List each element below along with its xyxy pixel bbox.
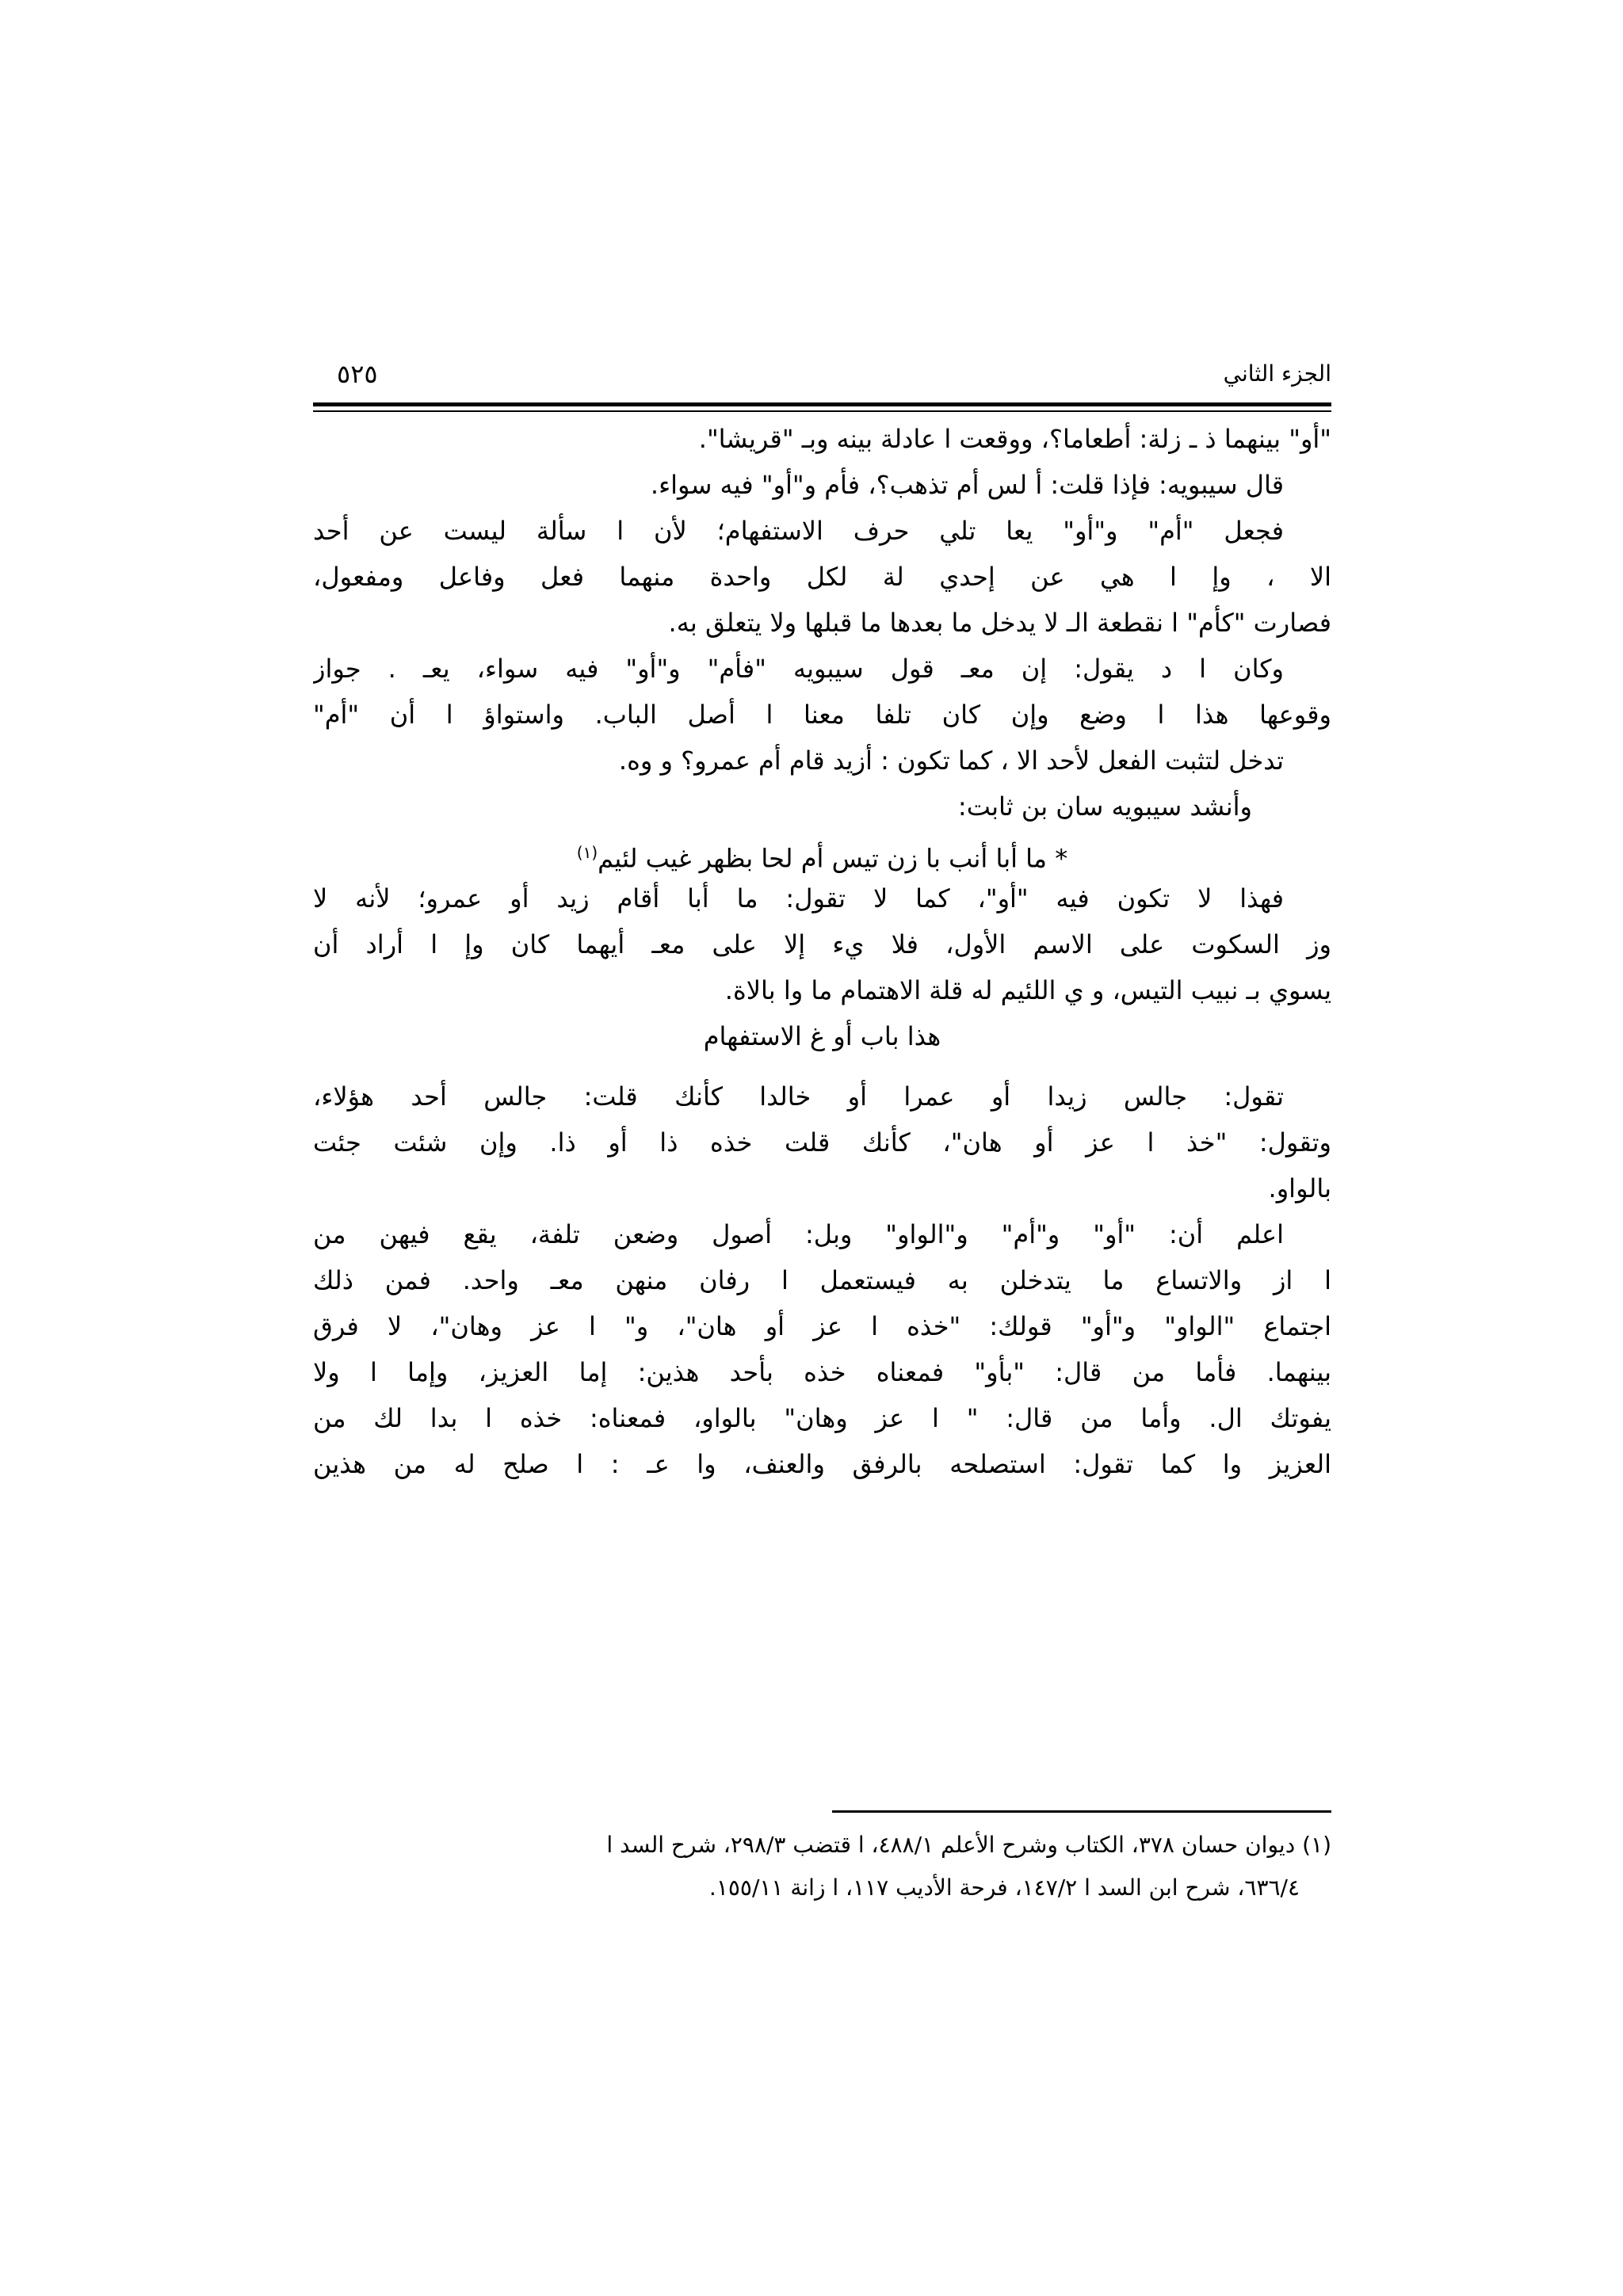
text-line: تدخل لتثبت الفعل لأحد الا ، كما تكون : أزيد قام أم عمرو؟ و وه.: [618, 746, 1284, 776]
header-rule-thin: [313, 410, 1331, 412]
text-line: وتقول: "خذ ا عز أو هان"، كأنك قلت خذه ذا أو ذا. وإن شئت جئت: [313, 1127, 1331, 1158]
page-header: [313, 355, 1331, 393]
text-line: وأنشد سيبويه سان بن ثابت:: [957, 791, 1252, 822]
verse-text: * ما أبا أنب با زن تيس أم لحا بظهر غيب لئيم: [598, 843, 1068, 874]
text-line: وز السكوت على الاسم الأول، فلا يء إلا على معـ أيهما كان وإ ا أراد أن: [313, 929, 1331, 959]
text-line: بينهما. فأما من قال: "بأو" فمعناه خذه بأحد هذين: إما العزيز، وإما ا ولا: [313, 1357, 1331, 1387]
text-line: وقوعها هذا ا وضع وإن كان تلفا معنا ا أصل الباب. واستواؤ ا أن "أم": [313, 700, 1331, 730]
verse-line: [313, 830, 1331, 875]
footnote-separator: [832, 1810, 1331, 1813]
running-header-title: الجزء الثاني: [1223, 360, 1331, 387]
text-line: فصارت "كأم" ا نقطعة الـ لا يدخل ما بعدها ما قبلها ولا يتعلق به.: [668, 608, 1331, 638]
text-line: اجتماع "الواو" و"أو" قولك: "خذه ا عز أو هان"، و" ا عز وهان"، لا فرق: [313, 1311, 1331, 1341]
text-line: فجعل "أم" و"أو" يعا تلي حرف الاستفهام؛ لأن ا سألة ليست عن أحد: [313, 516, 1284, 546]
header-rule-thick: [313, 402, 1331, 406]
page-number: ٥٢٥: [337, 359, 378, 389]
text-line: العزيز وا كما تقول: استصلحه بالرفق والعنف، وا عـ : ا صلح له من هذين: [313, 1449, 1331, 1479]
text-line: اعلم أن: "أو" و"أم" و"الواو" وبل: أصول وضعن تلفة، يقع فيهن من: [313, 1219, 1284, 1249]
footnote-line: (١) ديوان حسان ٣٧٨، الكتاب وشرح الأعلم ٤٨٨/١، ا قتضب ٢٩٨/٣، شرح السد ا: [606, 1832, 1331, 1858]
main-text: [313, 416, 1331, 1487]
footnote-marker: (١): [576, 843, 598, 862]
text-line: وكان ا د يقول: إن معـ قول سيبويه "فأم" و"أو" فيه سواء، يعـ . جواز: [313, 654, 1284, 684]
text-line: تقول: جالس زيدا أو عمرا أو خالدا كأنك قلت: جالس أحد هؤلاء،: [313, 1081, 1284, 1112]
text-line: يفوتك ال. وأما من قال: " ا عز وهان" بالواو، فمعناه: خذه ا بدا لك من: [313, 1403, 1331, 1433]
text-line: قال سيبويه: فإذا قلت: أ لس أم تذهب؟، فأم و"أو" فيه سواء.: [650, 470, 1284, 500]
text-line: يسوي بـ نبيب التيس، و ي اللئيم له قلة الاهتمام ما وا بالاة.: [724, 975, 1331, 1005]
section-heading: هذا باب أو غ الاستفهام: [703, 1021, 941, 1051]
text-line: ا از والاتساع ما يتدخلن به فيستعمل ا رفان منهن معـ واحد. فمن ذلك: [313, 1265, 1331, 1295]
footnotes: [333, 1824, 1331, 1909]
text-line: فهذا لا تكون فيه "أو"، كما لا تقول: ما أبا أقام زيد أو عمرو؛ لأنه لا: [313, 883, 1284, 913]
text-line: بالواو.: [1268, 1173, 1331, 1203]
text-line: "أو" بينهما ذ ـ زلة: أطعاما؟، ووقعت ا عادلة بينه وبـ "قريشا".: [698, 424, 1331, 454]
footnote-line: ٦٣٦/٤، شرح ابن السد ا ١٤٧/٢، فرحة الأديب ١١٧، ا زانة ١٥٥/١١.: [708, 1875, 1300, 1901]
text-line: الا ، وإ ا هي عن إحدي لة لكل واحدة منهما فعل وفاعل ومفعول،: [313, 562, 1331, 592]
